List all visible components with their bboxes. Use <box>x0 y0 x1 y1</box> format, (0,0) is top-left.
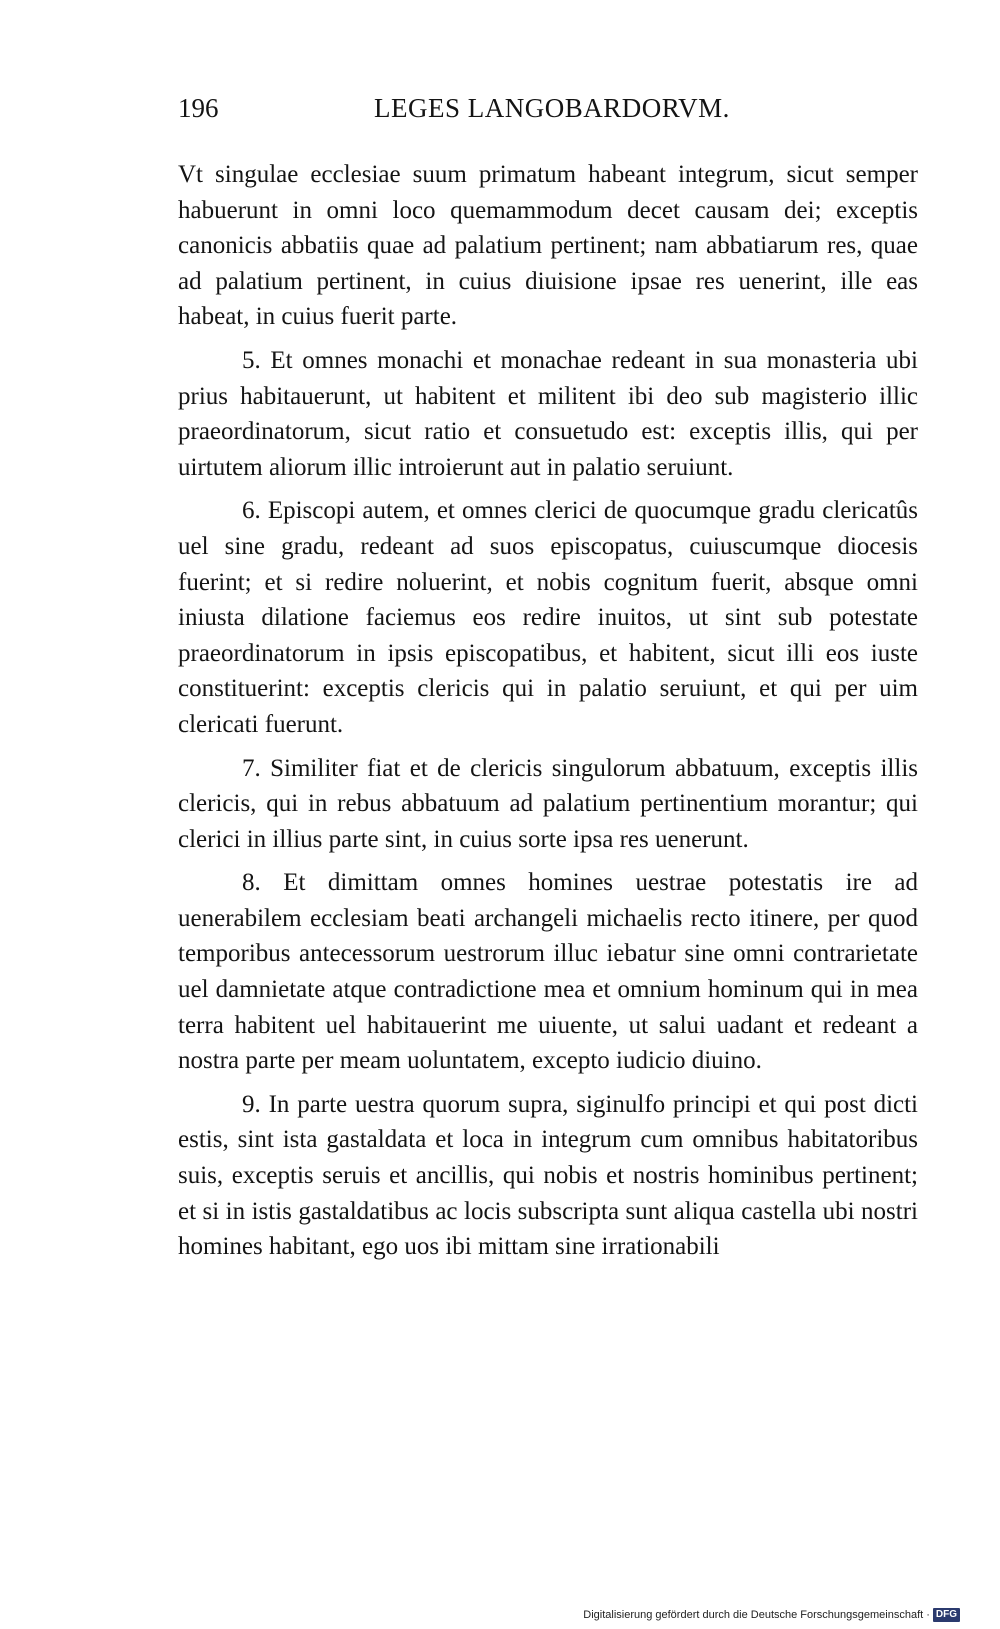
credit-text: Digitalisierung gefördert durch die Deutsche Forschungsgemeinschaft <box>583 1609 924 1621</box>
paragraph-text: In parte uestra quorum supra, siginulfo principi et qui post dicti estis, sint ista gastaldata et loca in integrum cum omnibus habitatoribus suis, exceptis seruis et ancillis, qui nobis et nostris hominibus pertinent; et si in istis gastaldatibus ac locis subscripta sunt aliqua castella ubi nostri homines habitant, ego uos ibi mittam sine irrationabili <box>178 1090 919 1261</box>
paragraph-number: 5. <box>242 346 261 374</box>
paragraph-9 <box>178 1087 918 1265</box>
paragraph-text: Et dimittam omnes homines uestrae potestatis ire ad uenerabilem ecclesiam beati archangeli michaelis recto itinere, per quod temporibus antecessorum uestrorum illuc iebatur sine omni contrarietate uel damnietate atque contradictione mea et omnium hominum qui in mea terra habitent uel habitauerint me uiuente, ut salui uadant et redeant a nostra parte per meam uoluntatem, excepto iudicio diuino. <box>178 869 918 1075</box>
running-title: LEGES LANGOBARDORVM. <box>374 93 730 123</box>
paragraph-6 <box>178 493 918 742</box>
paragraph-number: 9. <box>242 1090 261 1118</box>
paragraph-number: 6. <box>242 497 261 525</box>
paragraph-text: Episcopi autem, et omnes clerici de quocumque gradu clericatûs uel sine gradu, redeant ad suos episcopatus, cuiuscumque diocesis fuerint; et si redire noluerint, et nobis cognitum fuerit, absque omni iniusta dilatione faciemus eos redire inuitos, ut sint sub potestate praeordinatorum in ipsis episcopatibus, et habitent, sicut illi eos iuste constituerint: exceptis clericis qui in palatio seruiunt, et qui per uim clericati fuerunt. <box>178 497 919 738</box>
paragraph-number: 8. <box>242 869 261 897</box>
page-number: 196 <box>178 93 219 123</box>
page-header <box>178 88 918 128</box>
digitization-credit <box>583 1607 960 1623</box>
paragraph-text: Vt singulae ecclesiae suum primatum habeant integrum, sicut semper habuerunt in omni loco quemammodum decet causam dei; exceptis canonicis abbatiis quae ad palatium pertinent; nam abbatiarum res, quae ad palatium pertinent, in cuius diuisione ipsae res uenerint, ille eas habeat, in cuius fuerit parte. <box>178 161 918 331</box>
credit-separator: · <box>926 1609 930 1621</box>
paragraph-7 <box>178 751 918 858</box>
text-body <box>178 157 918 1273</box>
paragraph-number: 7. <box>242 754 261 782</box>
paragraph-intro <box>178 157 918 335</box>
paragraph-text: Et omnes monachi et monachae redeant in sua monasteria ubi prius habitauerunt, ut habitent et militent ibi deo sub magisterio illic praeordinatorum, sicut ratio et consuetudo est: exceptis illis, qui per uirtutem aliorum illic introierunt aut in palatio seruiunt. <box>178 346 919 481</box>
paragraph-5 <box>178 343 918 485</box>
paragraph-8 <box>178 865 918 1079</box>
paragraph-text: Similiter fiat et de clericis singulorum abbatuum, exceptis illis clericis, qui in rebus abbatuum ad palatium pertinentium morantur; qui clerici in illius parte sint, in cuius sorte ipsa res uenerunt. <box>178 754 919 853</box>
dfg-logo: DFG <box>933 1608 960 1622</box>
